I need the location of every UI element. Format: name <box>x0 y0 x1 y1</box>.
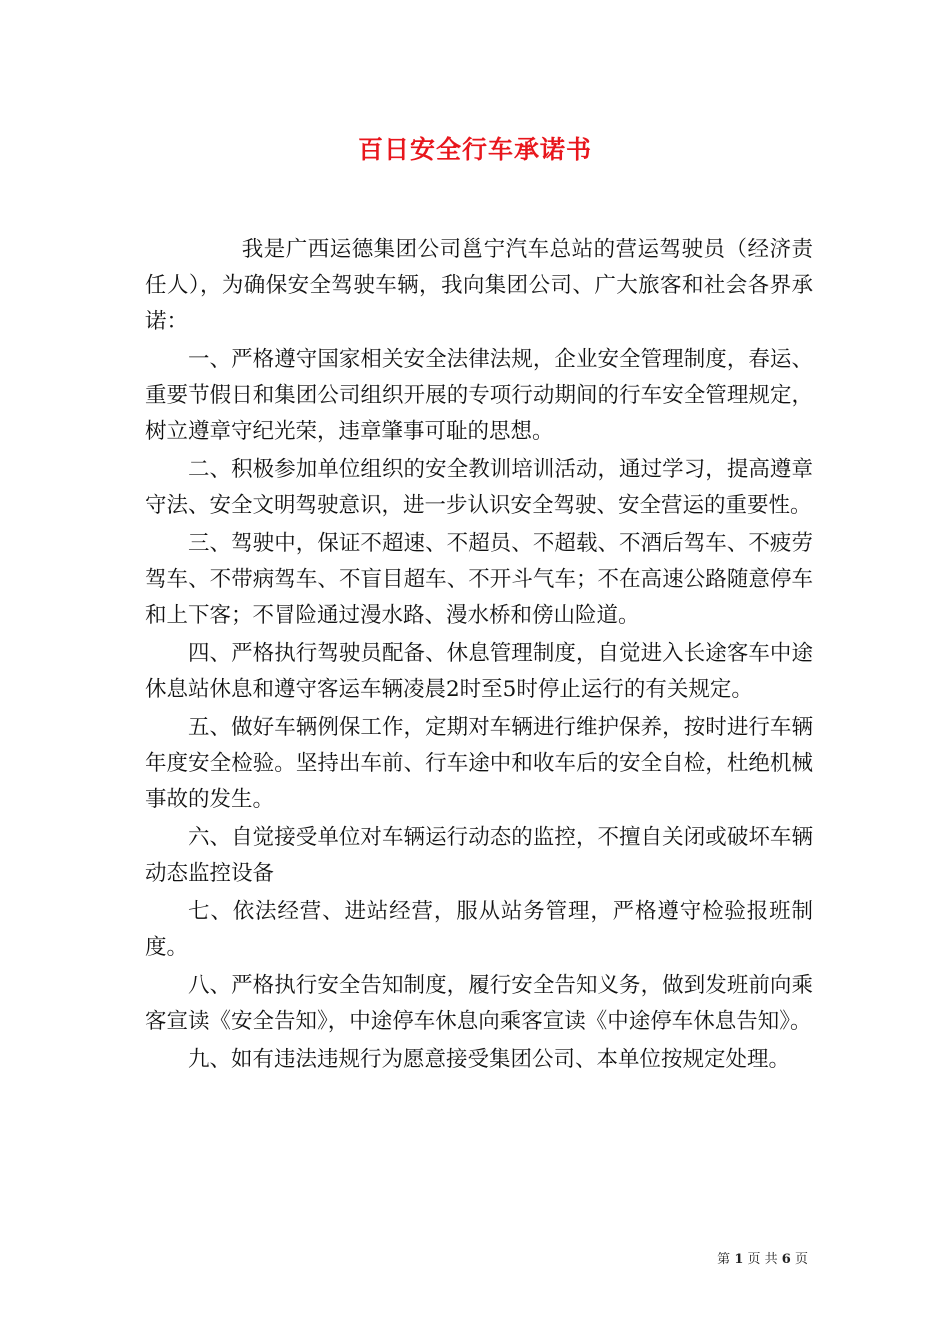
pledge-item-8: 八、严格执行安全告知制度，履行安全告知义务，做到发班前向乘客宣读《安全告知》，中途停车休息向乘客宣读《中途停车休息告知》。 <box>145 973 813 1034</box>
pledge-item-6: 六、自觉接受单位对车辆运行动态的监控，不擅自关闭或破坏车辆动态监控设备 <box>145 825 813 886</box>
intro-paragraph: 我是广西运德集团公司邕宁汽车总站的营运驾驶员（经济责任人），为确保安全驾驶车辆，我向集团公司、广大旅客和社会各界承诺： <box>145 237 813 334</box>
footer-prefix: 第 <box>717 1252 731 1267</box>
document-body <box>145 232 813 1078</box>
pledge-item-9: 九、如有违法违规行为愿意接受集团公司、本单位按规定处理。 <box>188 1047 791 1072</box>
total-pages-number: 6 <box>781 1252 791 1267</box>
current-page-number: 1 <box>734 1252 744 1267</box>
pledge-item-3: 三、驾驶中，保证不超速、不超员、不超载、不酒后驾车、不疲劳驾车、不带病驾车、不盲目超车、不开斗气车；不在高速公路随意停车和上下客；不冒险通过漫水路、漫水桥和傍山险道。 <box>145 531 813 628</box>
pledge-item-4: 四、严格执行驾驶员配备、休息管理制度，自觉进入长途客车中途休息站休息和遵守客运车辆凌晨2时至5时停止运行的有关规定。 <box>145 641 813 702</box>
pledge-item-5: 五、做好车辆例保工作，定期对车辆进行维护保养，按时进行车辆年度安全检验。坚持出车前、行车途中和收车后的安全自检，杜绝机械事故的发生。 <box>145 715 813 812</box>
pledge-item-1: 一、严格遵守国家相关安全法律法规，企业安全管理制度，春运、重要节假日和集团公司组织开展的专项行动期间的行车安全管理规定，树立遵章守纪光荣，违章肇事可耻的思想。 <box>145 347 813 444</box>
pledge-item-2: 二、积极参加单位组织的安全教训培训活动，通过学习，提高遵章守法、安全文明驾驶意识，进一步认识安全驾驶、安全营运的重要性。 <box>145 457 813 518</box>
pledge-item-7: 七、依法经营、进站经营，服从站务管理，严格遵守检验报班制度。 <box>145 899 813 960</box>
page-number-footer <box>717 1248 808 1267</box>
footer-middle: 页 共 <box>747 1252 778 1267</box>
document-title: 百日安全行车承诺书 <box>357 135 592 164</box>
footer-suffix: 页 <box>794 1252 808 1267</box>
